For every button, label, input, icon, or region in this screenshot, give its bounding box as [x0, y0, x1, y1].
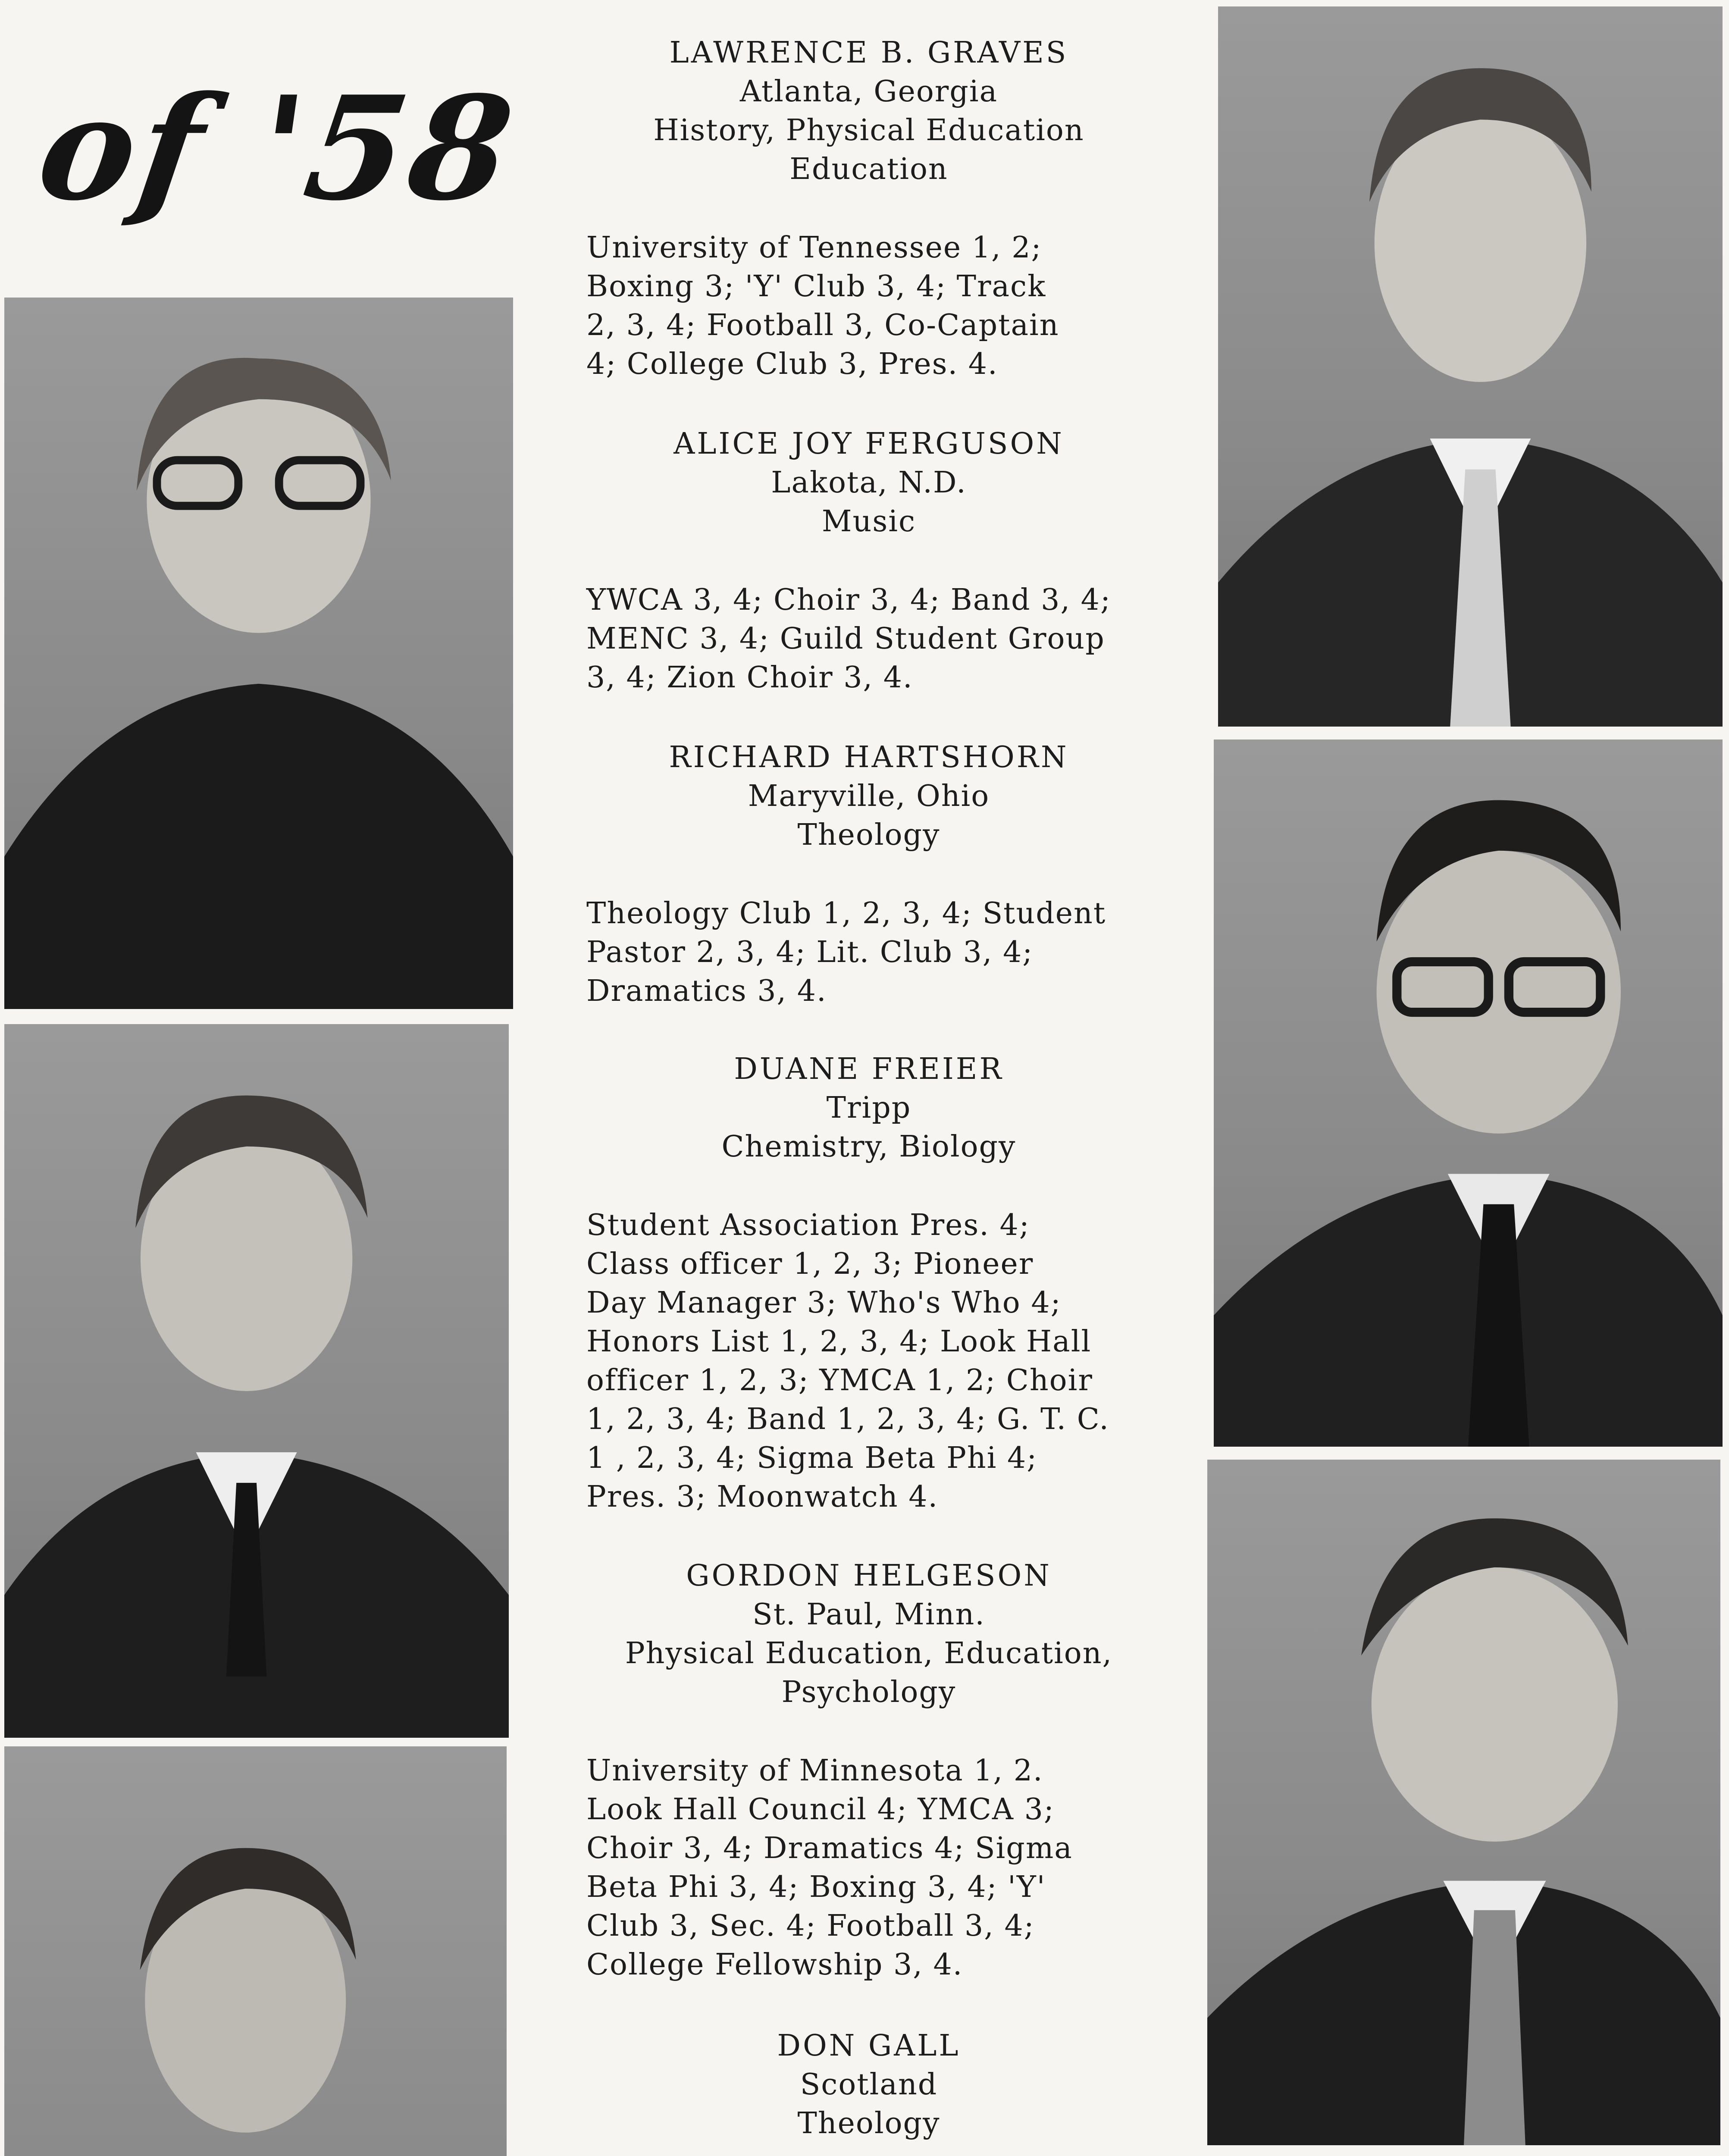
bio-header	[586, 1557, 1151, 1712]
bio-alice-joy-ferguson	[586, 425, 1151, 697]
portrait-lawrence-b-graves	[1218, 6, 1723, 727]
student-name: DON GALL	[777, 2029, 961, 2063]
bio-header	[586, 34, 1151, 189]
activity-line: Choir 3, 4; Dramatics 4; Sigma	[586, 1831, 1073, 1865]
portrait-alice-joy-ferguson	[4, 298, 513, 1009]
bio-header	[586, 425, 1151, 541]
student-name: LAWRENCE B. GRAVES	[669, 36, 1068, 70]
activity-line: Pres. 3; Moonwatch 4.	[586, 1480, 939, 1514]
activity-line: College Fellowship 3, 4.	[586, 1948, 963, 1982]
activity-line: Dramatics 3, 4.	[586, 974, 827, 1008]
activity-line: Honors List 1, 2, 3, 4; Look Hall	[586, 1325, 1092, 1359]
activity-line: MENC 3, 4; Guild Student Group	[586, 622, 1105, 656]
student-hometown: Scotland	[800, 2068, 938, 2102]
portrait-richard-hartshorn	[1214, 740, 1723, 1447]
student-major: Music	[821, 505, 916, 539]
student-name: ALICE JOY FERGUSON	[673, 427, 1064, 461]
activity-line: Class officer 1, 2, 3; Pioneer	[586, 1247, 1034, 1281]
activity-line: Pastor 2, 3, 4; Lit. Club 3, 4;	[586, 935, 1034, 969]
activity-line: 1 , 2, 3, 4; Sigma Beta Phi 4;	[586, 1441, 1038, 1475]
activity-line: University of Tennessee 1, 2;	[586, 231, 1042, 265]
activity-line: University of Minnesota 1, 2.	[586, 1754, 1043, 1788]
student-hometown: Lakota, N.D.	[771, 466, 967, 500]
bio-lawrence-b-graves	[586, 34, 1151, 384]
bio-richard-hartshorn	[586, 738, 1151, 1011]
activity-line: Student Association Pres. 4;	[586, 1208, 1030, 1242]
portrait-duane-freier	[4, 1024, 509, 1738]
activity-line: Beta Phi 3, 4; Boxing 3, 4; 'Y'	[586, 1870, 1046, 1904]
activity-line: Look Hall Council 4; YMCA 3;	[586, 1792, 1055, 1827]
student-hometown: Tripp	[826, 1091, 911, 1125]
bio-header	[586, 2027, 1151, 2143]
student-major: Physical Education, Education,	[625, 1636, 1113, 1670]
bio-duane-freier	[586, 1050, 1151, 1517]
student-minor: Psychology	[781, 1675, 956, 1709]
portrait-don-gall	[4, 1746, 507, 2156]
activity-line: Day Manager 3; Who's Who 4;	[586, 1286, 1062, 1320]
activity-line: 1, 2, 3, 4; Band 1, 2, 3, 4; G. T. C.	[586, 1402, 1109, 1436]
activity-line: Theology Club 1, 2, 3, 4; Student	[586, 896, 1106, 931]
student-hometown: Maryville, Ohio	[748, 779, 990, 813]
activity-line: Club 3, Sec. 4; Football 3, 4;	[586, 1909, 1035, 1943]
activity-line: 2, 3, 4; Football 3, Co-Captain	[586, 308, 1059, 342]
activity-line: 3, 4; Zion Choir 3, 4.	[586, 661, 913, 695]
portrait-gordon-helgeson	[1207, 1460, 1720, 2145]
student-hometown: St. Paul, Minn.	[752, 1598, 985, 1632]
student-major: Theology	[797, 2106, 940, 2140]
student-major: History, Physical Education	[653, 113, 1084, 147]
activity-line: 4; College Club 3, Pres. 4.	[586, 347, 998, 381]
student-name: DUANE FREIER	[734, 1052, 1004, 1086]
activity-line: Boxing 3; 'Y' Club 3, 4; Track	[586, 270, 1046, 304]
student-major: Theology	[797, 818, 940, 852]
bio-don-gall	[586, 2027, 1151, 2156]
class-year-heading: of '58	[29, 65, 526, 232]
bio-header	[586, 738, 1151, 855]
bio-header	[586, 1050, 1151, 1166]
student-major: Chemistry, Biology	[721, 1130, 1016, 1164]
bio-gordon-helgeson	[586, 1557, 1151, 1984]
student-minor: Education	[789, 152, 948, 186]
activity-line: officer 1, 2, 3; YMCA 1, 2; Choir	[586, 1363, 1093, 1398]
activity-line: YWCA 3, 4; Choir 3, 4; Band 3, 4;	[586, 583, 1111, 617]
student-name: RICHARD HARTSHORN	[669, 740, 1069, 774]
student-hometown: Atlanta, Georgia	[739, 75, 998, 109]
student-name: GORDON HELGESON	[686, 1559, 1052, 1593]
